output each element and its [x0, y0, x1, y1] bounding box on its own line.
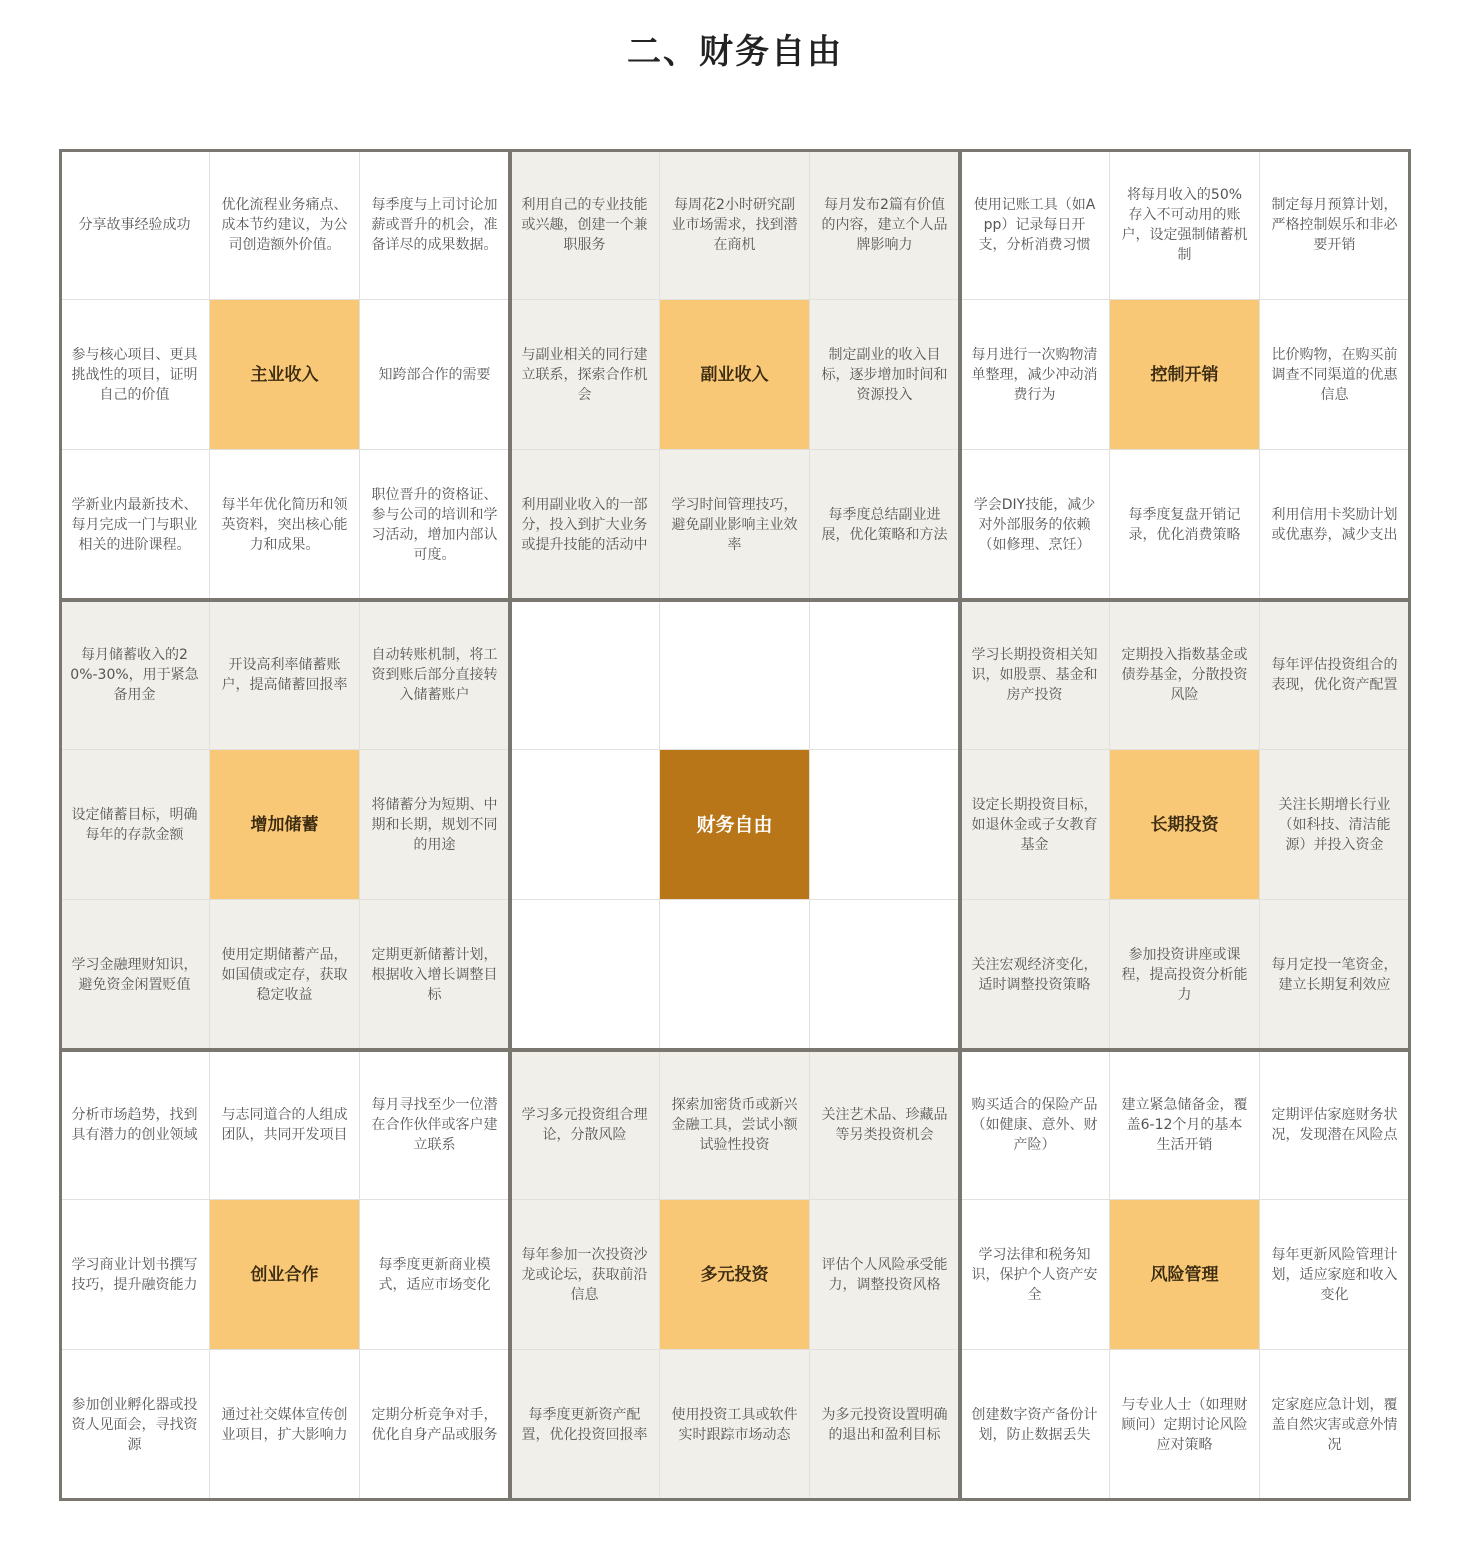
action-cell: 每季度与上司讨论加薪或晋升的机会，准备详尽的成果数据。 [360, 150, 510, 300]
action-cell: 利用信用卡奖励计划或优惠券，减少支出 [1260, 450, 1410, 600]
empty-cell [660, 900, 810, 1050]
page-title: 二、财务自由 [627, 32, 843, 72]
action-cell: 探索加密货币或新兴金融工具，尝试小额试验性投资 [660, 1050, 810, 1200]
action-cell: 定期投入指数基金或债券基金，分散投资风险 [1110, 600, 1260, 750]
action-cell: 开设高利率储蓄账户，提高储蓄回报率 [210, 600, 360, 750]
empty-cell [810, 750, 960, 900]
core-goal-cell: 财务自由 [660, 750, 810, 900]
goal-cell: 主业收入 [210, 300, 360, 450]
action-cell: 每周花2小时研究副业市场需求，找到潜在商机 [660, 150, 810, 300]
action-cell: 每月储蓄收入的20%-30%，用于紧急备用金 [60, 600, 210, 750]
action-cell: 每月进行一次购物清单整理，减少冲动消费行为 [960, 300, 1110, 450]
action-cell: 每年评估投资组合的表现，优化资产配置 [1260, 600, 1410, 750]
action-cell: 参加创业孵化器或投资人见面会，寻找资源 [60, 1350, 210, 1500]
action-cell: 与志同道合的人组成团队，共同开发项目 [210, 1050, 360, 1200]
empty-cell [810, 900, 960, 1050]
action-cell: 使用定期储蓄产品，如国债或定存，获取稳定收益 [210, 900, 360, 1050]
action-cell: 定家庭应急计划，覆盖自然灾害或意外情况 [1260, 1350, 1410, 1500]
action-cell: 使用记账工具（如App）记录每日开支，分析消费习惯 [960, 150, 1110, 300]
action-cell: 比价购物，在购买前调查不同渠道的优惠信息 [1260, 300, 1410, 450]
action-cell: 关注长期增长行业（如科技、清洁能源）并投入资金 [1260, 750, 1410, 900]
action-cell: 自动转账机制，将工资到账后部分直接转入储蓄账户 [360, 600, 510, 750]
action-cell: 利用自己的专业技能或兴趣，创建一个兼职服务 [510, 150, 660, 300]
action-cell: 将每月收入的50%存入不可动用的账户，设定强制储蓄机制 [1110, 150, 1260, 300]
action-cell: 将储蓄分为短期、中期和长期，规划不同的用途 [360, 750, 510, 900]
action-cell: 关注艺术品、珍藏品等另类投资机会 [810, 1050, 960, 1200]
action-cell: 制定每月预算计划，严格控制娱乐和非必要开销 [1260, 150, 1410, 300]
action-cell: 通过社交媒体宣传创业项目，扩大影响力 [210, 1350, 360, 1500]
goal-cell: 长期投资 [1110, 750, 1260, 900]
action-cell: 建立紧急储备金，覆盖6-12个月的基本生活开销 [1110, 1050, 1260, 1200]
goal-cell: 副业收入 [660, 300, 810, 450]
action-cell: 定期分析竞争对手，优化自身产品或服务 [360, 1350, 510, 1500]
action-cell: 职位晋升的资格证、参与公司的培训和学习活动，增加内部认可度。 [360, 450, 510, 600]
empty-cell [510, 900, 660, 1050]
action-cell: 每月定投一笔资金，建立长期复利效应 [1260, 900, 1410, 1050]
action-cell: 学习金融理财知识，避免资金闲置贬值 [60, 900, 210, 1050]
action-cell: 分享故事经验成功 [60, 150, 210, 300]
action-cell: 学习商业计划书撰写技巧，提升融资能力 [60, 1200, 210, 1350]
action-cell: 参加投资讲座或课程，提高投资分析能力 [1110, 900, 1260, 1050]
action-cell: 每年更新风险管理计划，适应家庭和收入变化 [1260, 1200, 1410, 1350]
action-cell: 每季度总结副业进展，优化策略和方法 [810, 450, 960, 600]
mandala-chart [60, 150, 1410, 1500]
action-cell: 学新业内最新技术、每月完成一门与职业相关的进阶课程。 [60, 450, 210, 600]
action-cell: 学习多元投资组合理论，分散风险 [510, 1050, 660, 1200]
action-cell: 每半年优化简历和领英资料，突出核心能力和成果。 [210, 450, 360, 600]
goal-cell: 多元投资 [660, 1200, 810, 1350]
action-cell: 每月寻找至少一位潜在合作伙伴或客户建立联系 [360, 1050, 510, 1200]
goal-cell: 控制开销 [1110, 300, 1260, 450]
empty-cell [510, 600, 660, 750]
action-cell: 学习法律和税务知识，保护个人资产安全 [960, 1200, 1110, 1350]
action-cell: 学习时间管理技巧，避免副业影响主业效率 [660, 450, 810, 600]
action-cell: 每月发布2篇有价值的内容，建立个人品牌影响力 [810, 150, 960, 300]
empty-cell [660, 600, 810, 750]
goal-cell: 创业合作 [210, 1200, 360, 1350]
action-cell: 每年参加一次投资沙龙或论坛，获取前沿信息 [510, 1200, 660, 1350]
action-cell: 为多元投资设置明确的退出和盈利目标 [810, 1350, 960, 1500]
action-cell: 创建数字资产备份计划，防止数据丢失 [960, 1350, 1110, 1500]
action-cell: 与副业相关的同行建立联系，探索合作机会 [510, 300, 660, 450]
action-cell: 与专业人士（如理财顾问）定期讨论风险应对策略 [1110, 1350, 1260, 1500]
action-cell: 设定储蓄目标，明确每年的存款金额 [60, 750, 210, 900]
action-cell: 每季度更新资产配置，优化投资回报率 [510, 1350, 660, 1500]
goal-cell: 增加储蓄 [210, 750, 360, 900]
action-cell: 评估个人风险承受能力，调整投资风格 [810, 1200, 960, 1350]
action-cell: 优化流程业务痛点、成本节约建议，为公司创造额外价值。 [210, 150, 360, 300]
action-cell: 每季度更新商业模式，适应市场变化 [360, 1200, 510, 1350]
action-cell: 分析市场趋势，找到具有潜力的创业领域 [60, 1050, 210, 1200]
action-cell: 利用副业收入的一部分，投入到扩大业务或提升技能的活动中 [510, 450, 660, 600]
empty-cell [510, 750, 660, 900]
action-cell: 设定长期投资目标，如退休金或子女教育基金 [960, 750, 1110, 900]
action-cell: 参与核心项目、更具挑战性的项目，证明自己的价值 [60, 300, 210, 450]
action-cell: 使用投资工具或软件实时跟踪市场动态 [660, 1350, 810, 1500]
action-cell: 制定副业的收入目标，逐步增加时间和资源投入 [810, 300, 960, 450]
empty-cell [810, 600, 960, 750]
goal-cell: 风险管理 [1110, 1200, 1260, 1350]
action-cell: 学习长期投资相关知识，如股票、基金和房产投资 [960, 600, 1110, 750]
action-cell: 定期更新储蓄计划，根据收入增长调整目标 [360, 900, 510, 1050]
action-cell: 学会DIY技能，减少对外部服务的依赖（如修理、烹饪） [960, 450, 1110, 600]
action-cell: 知跨部合作的需要 [360, 300, 510, 450]
action-cell: 每季度复盘开销记录，优化消费策略 [1110, 450, 1260, 600]
action-cell: 购买适合的保险产品（如健康、意外、财产险） [960, 1050, 1110, 1200]
action-cell: 关注宏观经济变化，适时调整投资策略 [960, 900, 1110, 1050]
action-cell: 定期评估家庭财务状况，发现潜在风险点 [1260, 1050, 1410, 1200]
